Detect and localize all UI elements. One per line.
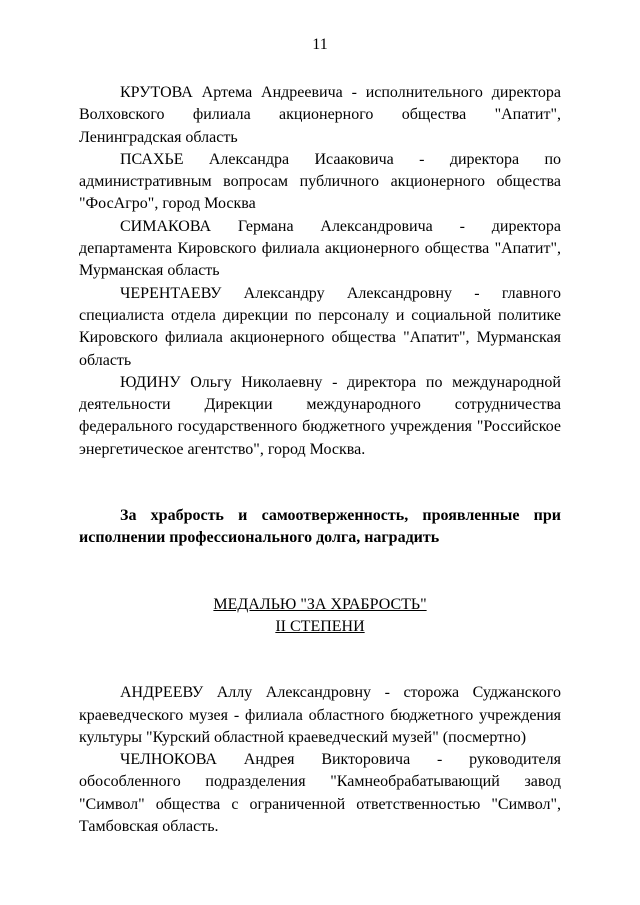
awardee-paragraph: ЧЕРЕНТАЕВУ Александру Александровну - главного специалиста отдела дирекции по персоналу и социальной политике Кировского филиала акционерного общества "Апатит", Мурманская область xyxy=(79,284,561,369)
awardee-paragraph: ПСАХЬЕ Александра Исааковича - директора по административным вопросам публичного акционерного общества "ФосАгро", город Москва xyxy=(79,150,561,213)
medal-degree: II СТЕПЕНИ xyxy=(275,617,365,635)
awardee-paragraph: КРУТОВА Артема Андреевича - исполнительного директора Волховского филиала акционерного общества "Апатит", Ленинградская область xyxy=(79,84,561,146)
awardee-paragraph: ЮДИНУ Ольгу Николаевну - директора по международной деятельности Дирекции международного сотрудничества федерального государственного бюджетного учреждения "Российское энергетическое агентство", город Москва. xyxy=(79,373,561,458)
awardee-paragraph: СИМАКОВА Германа Александровича - директора департамента Кировского филиала акционерного общества "Апатит", Мурманская область xyxy=(79,217,561,280)
medal-title: МЕДАЛЬЮ "ЗА ХРАБРОСТЬ" xyxy=(213,595,427,613)
awardee-paragraph: АНДРЕЕВУ Аллу Александровну - сторожа Суджанского краеведческого музея - филиала областного бюджетного учреждения культуры "Курский областной краеведческий музей" (посмертно) xyxy=(79,684,561,746)
awardee-paragraph: ЧЕЛНОКОВА Андрея Викторовича - руководителя обособленного подразделения "Камнеобрабатывающий завод "Символ" общества с ограниченной ответственностью "Символ", Тамбовская область. xyxy=(79,751,561,836)
decree-text: За храбрость и самоотверженность, проявленные при исполнении профессионального долга, наградить xyxy=(79,507,561,547)
document-body xyxy=(79,82,561,838)
page-number: 11 xyxy=(312,36,328,53)
